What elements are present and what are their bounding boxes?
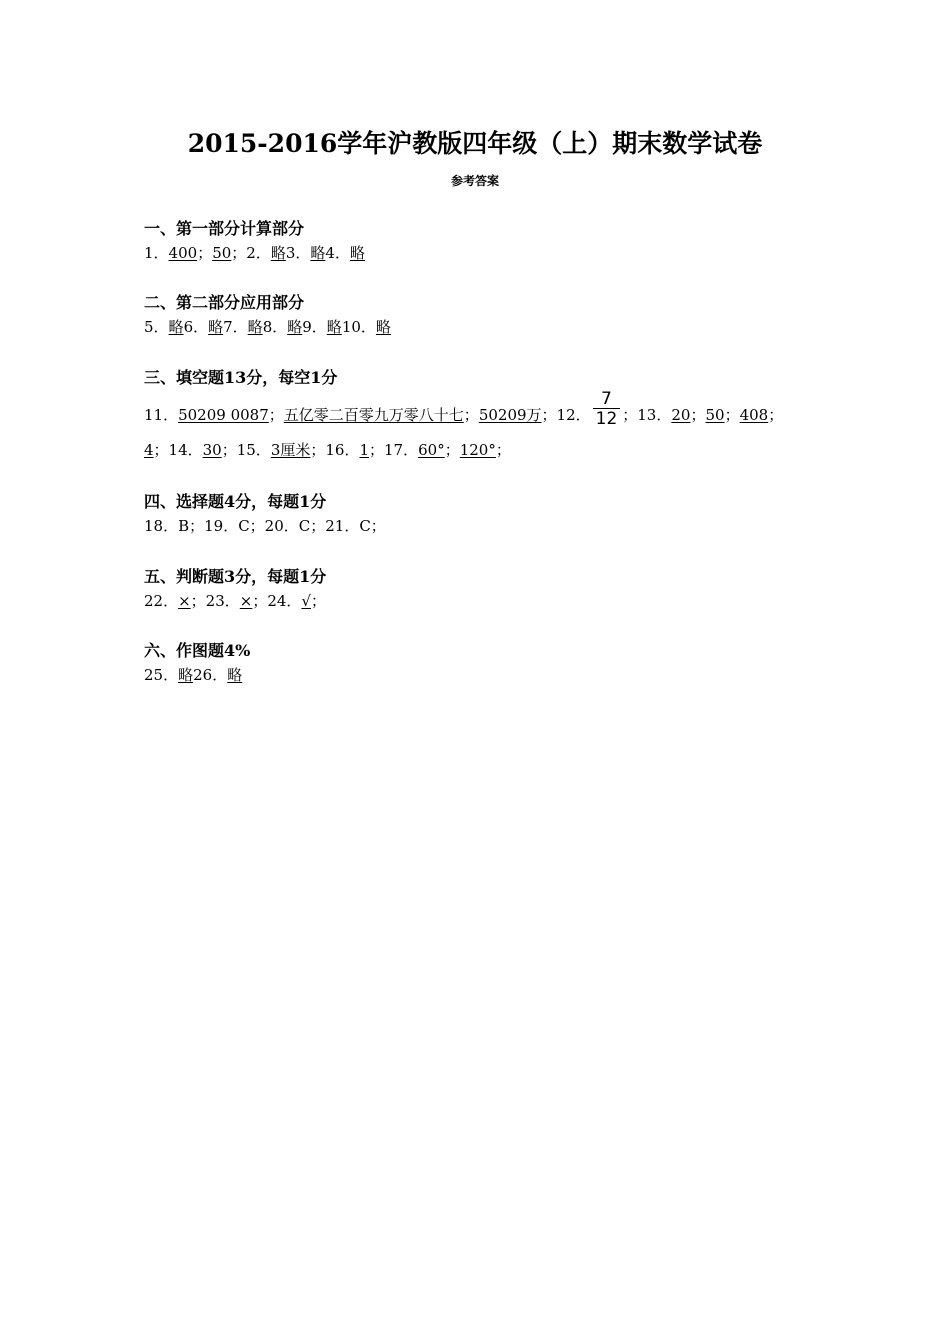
section-heading: 四、选择题4分，每题1分 <box>144 492 327 511</box>
question-label: ； <box>690 406 706 424</box>
fraction <box>593 390 621 428</box>
answer-value: 1 <box>359 441 370 459</box>
question-label: 1． <box>144 244 169 262</box>
question-label: 5． <box>144 318 169 336</box>
section-true-false <box>144 567 804 611</box>
answer-value: 60° <box>418 441 445 459</box>
answer-value: 略 <box>247 318 263 336</box>
question-label: 6． <box>183 318 209 336</box>
question-label: ；2． <box>231 244 271 262</box>
question-label: 9． <box>302 318 327 336</box>
question-label: ；15． <box>221 441 271 459</box>
question-label: ； <box>444 441 460 459</box>
answer-line <box>144 389 804 429</box>
section-multiple-choice <box>144 492 804 536</box>
question-label: ； <box>311 592 327 610</box>
answer-value: 略 <box>326 318 342 336</box>
answer-value: 20 <box>671 406 691 424</box>
section-application <box>144 293 804 337</box>
answer-value: 400 <box>168 244 198 262</box>
answer-value: 50 <box>705 406 725 424</box>
question-label: ；24． <box>252 592 302 610</box>
answer-value: √ <box>301 592 311 610</box>
section-heading: 二、第二部分应用部分 <box>144 293 305 312</box>
question-label: 4． <box>325 244 350 262</box>
answer-value: 略 <box>178 666 194 684</box>
question-label: ； <box>463 406 479 424</box>
question-label: 18．B；19．C；20．C；21．C； <box>144 517 386 535</box>
answer-line <box>144 243 804 263</box>
question-label: ； <box>724 406 740 424</box>
answer-value: × <box>178 592 191 610</box>
answer-value: 50209 0087 <box>178 406 269 424</box>
question-label: 10． <box>341 318 376 336</box>
answer-value: 408 <box>739 406 769 424</box>
section-heading: 五、判断题3分，每题1分 <box>144 567 327 586</box>
question-label: ； <box>495 441 511 459</box>
document-subtitle: 参考答案 <box>450 174 499 188</box>
section-heading: 一、第一部分计算部分 <box>144 219 305 238</box>
question-label: 26． <box>193 666 228 684</box>
question-label: 25． <box>144 666 179 684</box>
question-label: 22． <box>144 592 179 610</box>
answer-value: × <box>239 592 253 610</box>
answer-line <box>144 665 804 685</box>
answer-value: 4 <box>144 441 154 459</box>
section-calculation <box>144 219 804 263</box>
answer-value: 略 <box>227 666 243 684</box>
answer-value: 略 <box>310 244 326 262</box>
answer-value: 略 <box>349 244 365 262</box>
section-heading: 三、填空题13分，每空1分 <box>144 368 338 387</box>
question-label: ； <box>268 406 284 424</box>
answer-line <box>144 591 804 611</box>
question-label: 3． <box>285 244 311 262</box>
question-label: ；17． <box>369 441 419 459</box>
question-label: ；14． <box>153 441 203 459</box>
answer-value: 略 <box>287 318 303 336</box>
answer-line <box>144 317 804 337</box>
answer-value: 50 <box>212 244 232 262</box>
answer-value: 120° <box>459 441 496 459</box>
fraction-numerator: 7 <box>601 389 612 409</box>
answer-line <box>144 516 804 536</box>
section-drawing <box>144 641 804 685</box>
question-label: ；16． <box>310 441 360 459</box>
question-label: ； <box>197 244 213 262</box>
answer-value: 50209万 <box>478 406 542 424</box>
answer-value: 30 <box>202 441 222 459</box>
question-label: ；13． <box>622 406 672 424</box>
section-fill-blank <box>144 368 804 460</box>
question-label: ； <box>768 406 784 424</box>
answer-value: 五亿零二百零九万零八十七 <box>283 406 464 424</box>
question-label: 8． <box>262 318 288 336</box>
question-label: 11． <box>144 406 179 424</box>
answer-value: 3厘米 <box>270 441 311 459</box>
answer-line <box>144 440 804 460</box>
section-heading: 六、作图题4% <box>144 641 251 660</box>
question-label: 7． <box>223 318 248 336</box>
answer-value: 略 <box>168 318 184 336</box>
question-label: ；23． <box>190 592 240 610</box>
answer-value: 略 <box>375 318 391 336</box>
question-label: ；12． <box>541 406 591 424</box>
document-title: 2015-2016学年沪教版四年级（上）期末数学试卷 <box>187 129 763 158</box>
fraction-denominator: 12 <box>593 408 621 428</box>
answer-value: 略 <box>270 244 286 262</box>
answer-value: 略 <box>208 318 224 336</box>
